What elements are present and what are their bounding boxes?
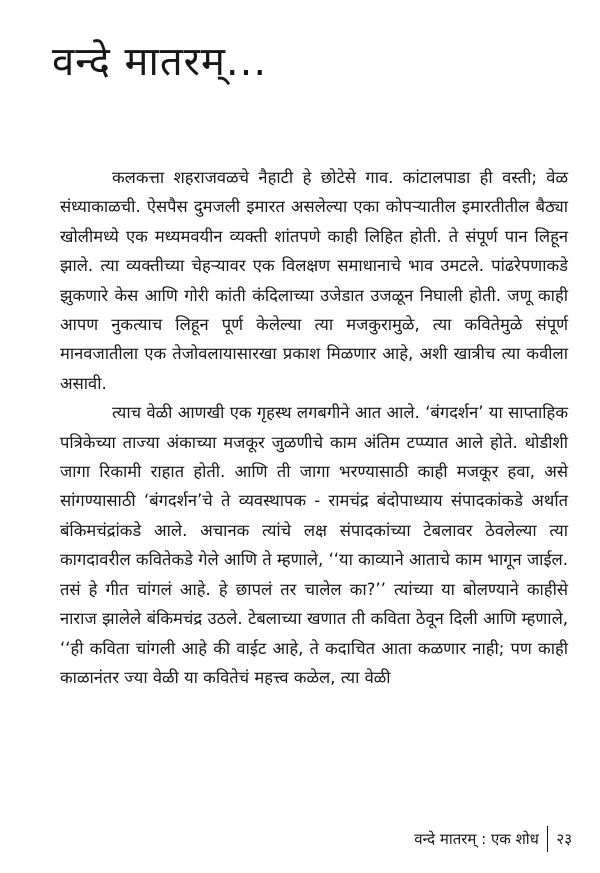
footer-divider — [547, 826, 549, 852]
chapter-body — [60, 163, 568, 692]
paragraph: कलकत्ता शहराजवळचे नैहाटी हे छोटेसे गाव. कांटालपाडा ही वस्ती; वेळ संध्याकाळची. ऐसपैस दुमजली इमारत असलेल्या एका कोपऱ्यातील इमारतीतील बैठ्या खोलीमध्ये एक मध्यमवयीन व्यक्ती शांतपणे काही लिहित होती. ते संपूर्ण पान लिहून झाले. त्या व्यक्तीच्या चेहऱ्यावर एक विलक्षण समाधानाचे भाव उमटले. पांढरेपणाकडे झुकणारे केस आणि गोरी कांती कंदिलाच्या उजेडात उजळून निघाली होती. जणू काही आपण नुकत्याच लिहून पूर्ण केलेल्या त्या मजकुरामुळे, त्या कवितेमुळे संपूर्ण मानवजातीला एक तेजोवलायासारखा प्रकाश मिळणार आहे, अशी खात्रीच त्या कवीला असावी. — [60, 168, 568, 393]
paragraph: त्याच वेळी आणखी एक गृहस्थ लगबगीने आत आले. ‘बंगदर्शन’ या साप्ताहिक पत्रिकेच्या ताज्या अंकाच्या मजकूर जुळणीचे काम अंतिम टप्प्यात आले होते. थोडीशी जागा रिकामी राहात होती. आणि ती जागा भरण्यासाठी काही मजकूर हवा, असे सांगण्यासाठी ‘बंगदर्शन’चे ते व्यवस्थापक - रामचंद्र बंदोपाध्याय संपादकांकडे अर्थात बंकिमचंद्रांकडे आले. अचानक त्यांचे लक्ष संपादकांच्या टेबलावर ठेवलेल्या त्या कागदावरील कवितेकडे गेले आणि ते म्हणाले, ‘‘या काव्याने आताचे काम भागून जाईल. तसं हे गीत चांगलं आहे. हे छापलं तर चालेल का?’’ त्यांच्या या बोलण्याने काहीसे नाराज झालेले बंकिमचंद्र उठले. टेबलाच्या खणात ती कविता ठेवून दिली आणि म्हणाले, ‘‘ही कविता चांगली आहे की वाईट आहे, ते कदाचित आता कळणार नाही; पण काही काळानंतर ज्या वेळी या कवितेचं महत्त्व कळेल, त्या वेळी — [60, 403, 568, 687]
page-number: २३ — [556, 830, 572, 848]
page-footer — [414, 826, 572, 852]
chapter-title: वन्दे मातरम्... — [52, 39, 268, 85]
running-title: वन्दे मातरम् : एक शोध — [414, 830, 539, 848]
